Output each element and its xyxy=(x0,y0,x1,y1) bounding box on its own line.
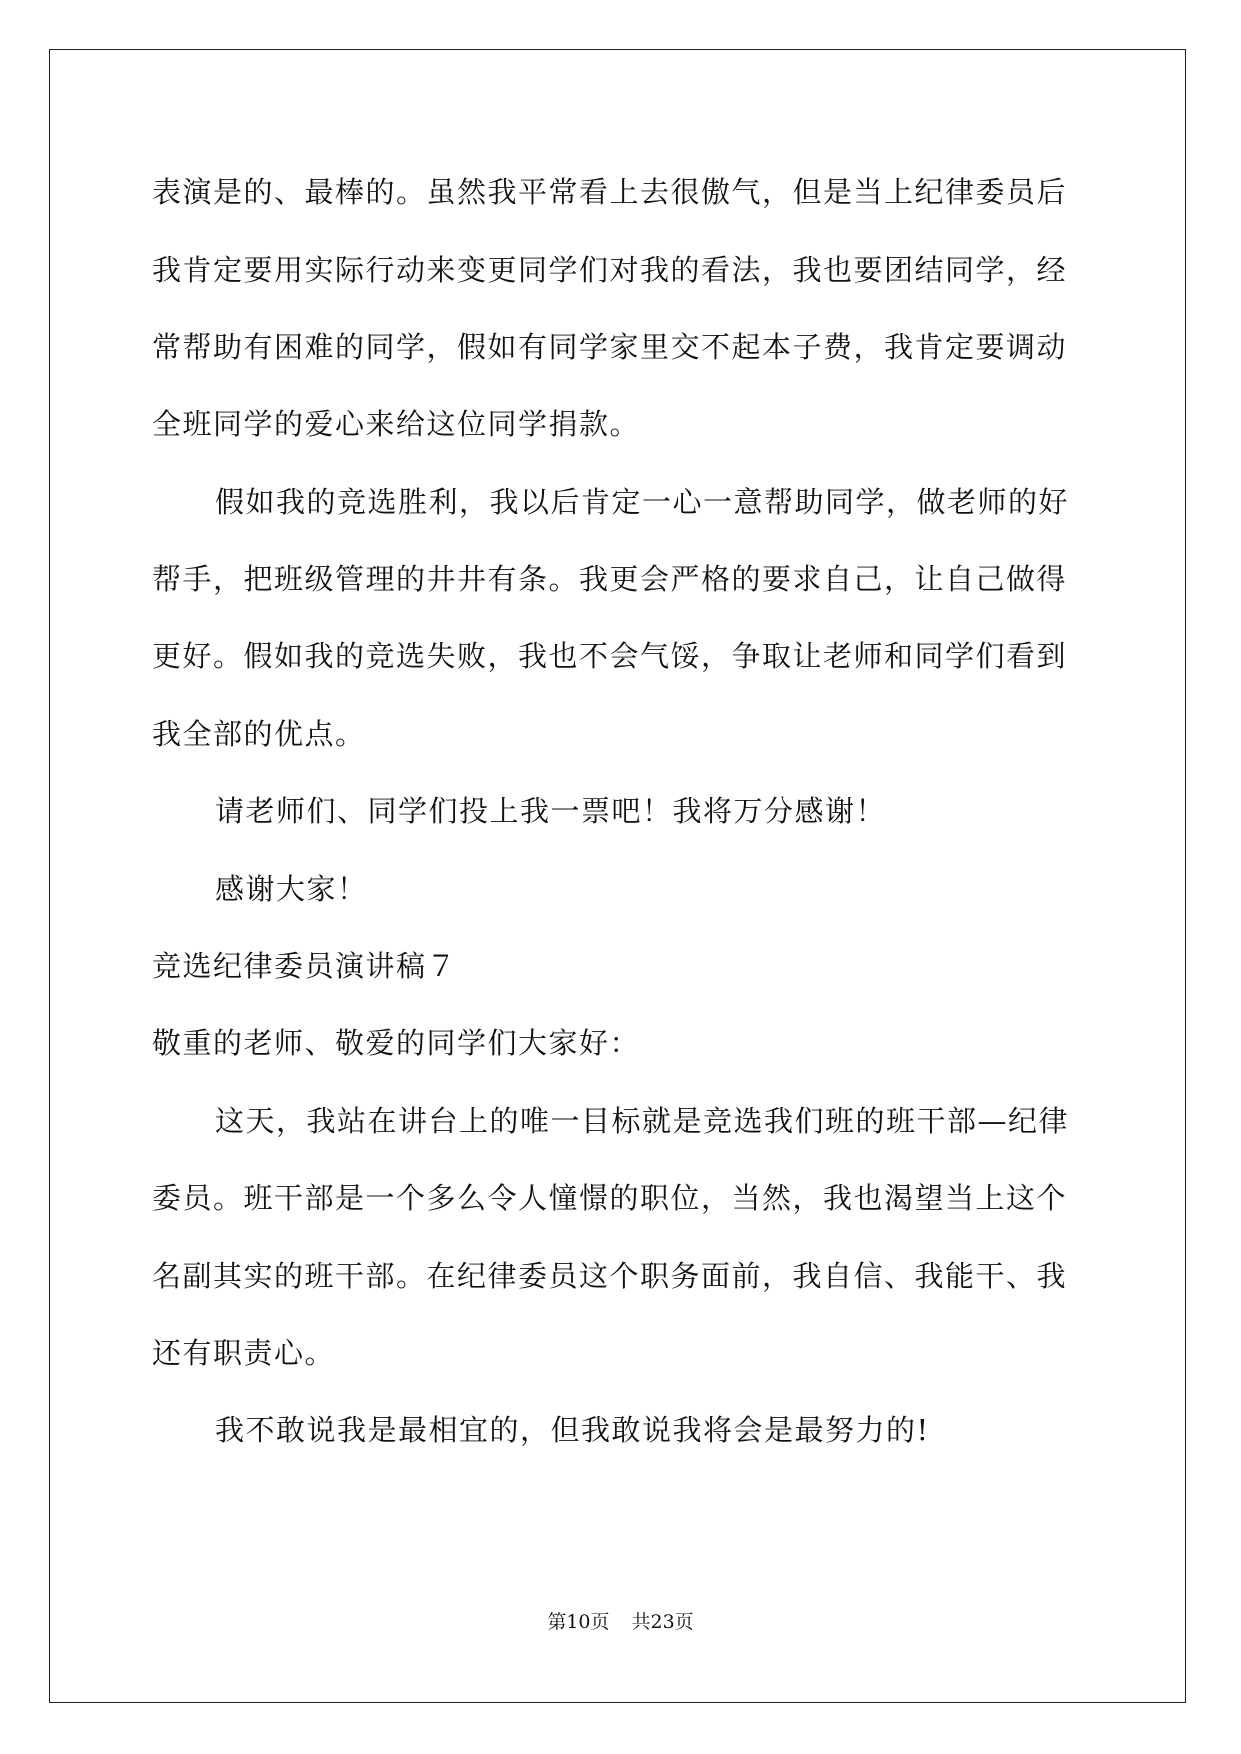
page-number: 第10页 xyxy=(547,1611,610,1633)
body-line: 我全部的优点。 xyxy=(152,717,366,751)
body-line: 请老师们、同学们投上我一票吧！我将万分感谢！ xyxy=(215,794,887,828)
total-pages: 共23页 xyxy=(631,1611,694,1633)
body-line: 还有职责心。 xyxy=(152,1336,336,1370)
page-footer xyxy=(0,1610,1241,1634)
body-line: 表演是的、最棒的。虽然我平常看上去很傲气，但是当上纪律委员后 xyxy=(152,175,1068,209)
body-line: 感谢大家！ xyxy=(215,872,368,906)
body-line: 我不敢说我是最相宜的，但我敢说我将会是最努力的! xyxy=(215,1413,930,1447)
section-heading: 竞选纪律委员演讲稿７ xyxy=(152,949,458,983)
body-line: 更好。假如我的竞选失败，我也不会气馁，争取让老师和同学们看到 xyxy=(152,639,1068,673)
body-line: 我肯定要用实际行动来变更同学们对我的看法，我也要团结同学，经 xyxy=(152,253,1068,287)
body-line: 假如我的竞选胜利，我以后肯定一心一意帮助同学，做老师的好 xyxy=(215,485,1070,519)
salutation: 敬重的老师、敬爱的同学们大家好： xyxy=(152,1026,641,1060)
body-line: 名副其实的班干部。在纪律委员这个职务面前，我自信、我能干、我 xyxy=(152,1259,1068,1293)
body-line: 委员。班干部是一个多么令人憧憬的职位，当然，我也渴望当上这个 xyxy=(152,1181,1068,1215)
body-line: 全班同学的爱心来给这位同学捐款。 xyxy=(152,407,641,441)
body-line: 帮手，把班级管理的井井有条。我更会严格的要求自己，让自己做得 xyxy=(152,562,1068,596)
body-line: 这天，我站在讲台上的唯一目标就是竞选我们班的班干部—纪律 xyxy=(215,1104,1070,1138)
body-line: 常帮助有困难的同学，假如有同学家里交不起本子费，我肯定要调动 xyxy=(152,330,1068,364)
